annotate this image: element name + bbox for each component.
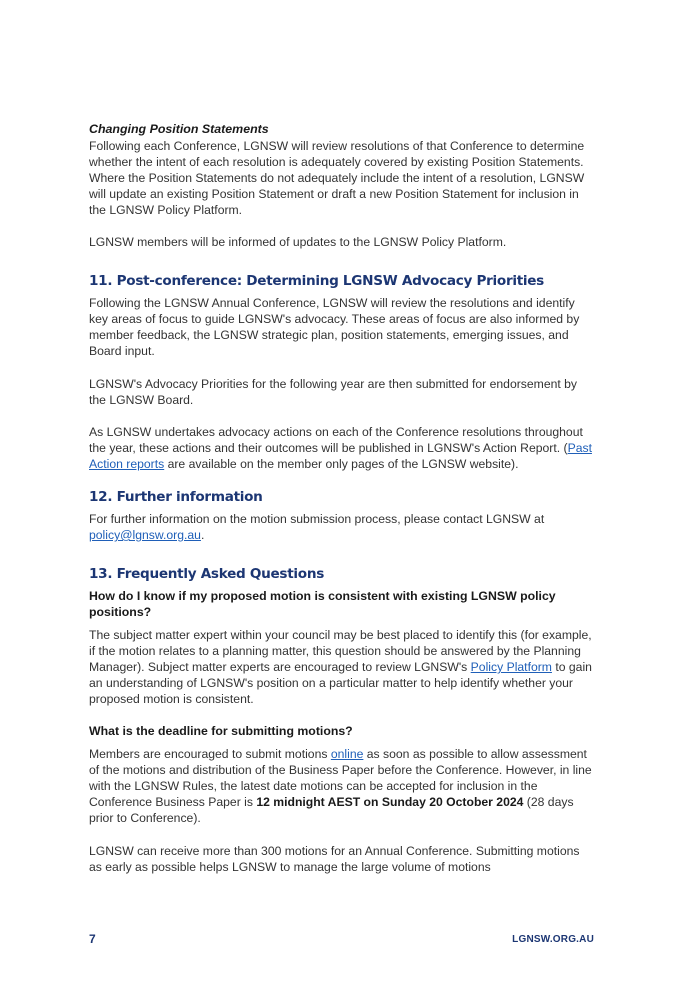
- section-11-paragraph-1: [89, 295, 594, 359]
- policy-platform-link[interactable]: Policy Platform: [470, 660, 552, 674]
- footer-website: LGNSW.ORG.AU: [512, 934, 594, 945]
- paragraph-text: LGNSW's Advocacy Priorities for the following year are then submitted for endorsement by the LGNSW Board.: [89, 377, 578, 407]
- faq-question-2: What is the deadline for submitting motions?: [89, 724, 353, 738]
- paragraph-text: [89, 511, 594, 543]
- faq-answer-1: [89, 627, 594, 707]
- text-span: Members are encouraged to submit motions: [89, 747, 331, 761]
- text-span: are available on the member only pages of the LGNSW website).: [164, 457, 519, 471]
- paragraph-text: [89, 746, 594, 826]
- text-span: .: [200, 528, 205, 542]
- section-13-heading: 13. Frequently Asked Questions: [89, 566, 324, 582]
- faq-question-1: How do I know if my proposed motion is consistent with existing LGNSW policy positions?: [89, 589, 556, 619]
- section-12-heading: 12. Further information: [89, 489, 263, 505]
- members-informed-paragraph: [89, 234, 594, 250]
- changing-position-paragraph: [89, 138, 594, 218]
- online-link[interactable]: online: [330, 747, 364, 761]
- deadline-bold: 12 midnight AEST on Sunday 20 October 2024: [256, 795, 524, 809]
- section-11-paragraph-3: [89, 424, 594, 472]
- page-number: 7: [89, 932, 96, 946]
- paragraph-text: Following each Conference, LGNSW will review resolutions of that Conference to determine whether the intent of each resolution is adequately covered by existing Position Statements. Where the Position Statements do not adequately include the intent of a resolution, LGNSW will update an existing Position Statement or draft a new Position Statement for inclusion in the LGNSW Policy Platform.: [89, 139, 585, 217]
- paragraph-text: [89, 627, 594, 707]
- policy-email-link[interactable]: policy@lgnsw.org.au: [89, 528, 201, 542]
- paragraph-text: [89, 424, 594, 472]
- changing-position-heading: Changing Position Statements: [89, 122, 269, 136]
- text-span: (28 days prior to Conference).: [89, 795, 574, 825]
- text-span: For further information on the motion submission process, please contact LGNSW at: [89, 512, 545, 526]
- paragraph-text: LGNSW members will be informed of updates to the LGNSW Policy Platform.: [89, 235, 507, 249]
- text-span: to gain an understanding of LGNSW's position on a particular matter to help identify whether your proposed motion is consistent.: [89, 660, 592, 706]
- section-11-heading: 11. Post-conference: Determining LGNSW Advocacy Priorities: [89, 273, 544, 289]
- text-span: As LGNSW undertakes advocacy actions on each of the Conference resolutions throughout the year, these actions and their outcomes will be published in LGNSW's Action Report. (: [89, 425, 583, 455]
- past-action-reports-link[interactable]: Past Action reports: [89, 441, 592, 471]
- faq-answer-2-continued: [89, 843, 594, 875]
- section-12-paragraph: [89, 511, 594, 543]
- paragraph-text: Following the LGNSW Annual Conference, LGNSW will review the resolutions and identify key areas of focus to guide LGNSW's advocacy. These areas of focus are also informed by member feedback, the LGNSW strategic plan, position statements, emerging issues, and Board input.: [89, 296, 580, 358]
- text-span: as soon as possible to allow assessment of the motions and distribution of the Business Paper before the Conference. However, in line with the LGNSW Rules, the latest date motions can be accepted for inclusion in the Conference Business Paper is: [89, 747, 592, 809]
- faq-answer-2: [89, 746, 594, 826]
- paragraph-text: LGNSW can receive more than 300 motions for an Annual Conference. Submitting motions as early as possible helps LGNSW to manage the large volume of motions: [89, 844, 580, 874]
- section-11-paragraph-2: [89, 376, 594, 408]
- text-span: The subject matter expert within your council may be best placed to identify this (for example, if the motion relates to a planning matter, this question should be answered by the Planning Manager). Subject matter experts are encouraged to review LGNSW's: [89, 628, 592, 674]
